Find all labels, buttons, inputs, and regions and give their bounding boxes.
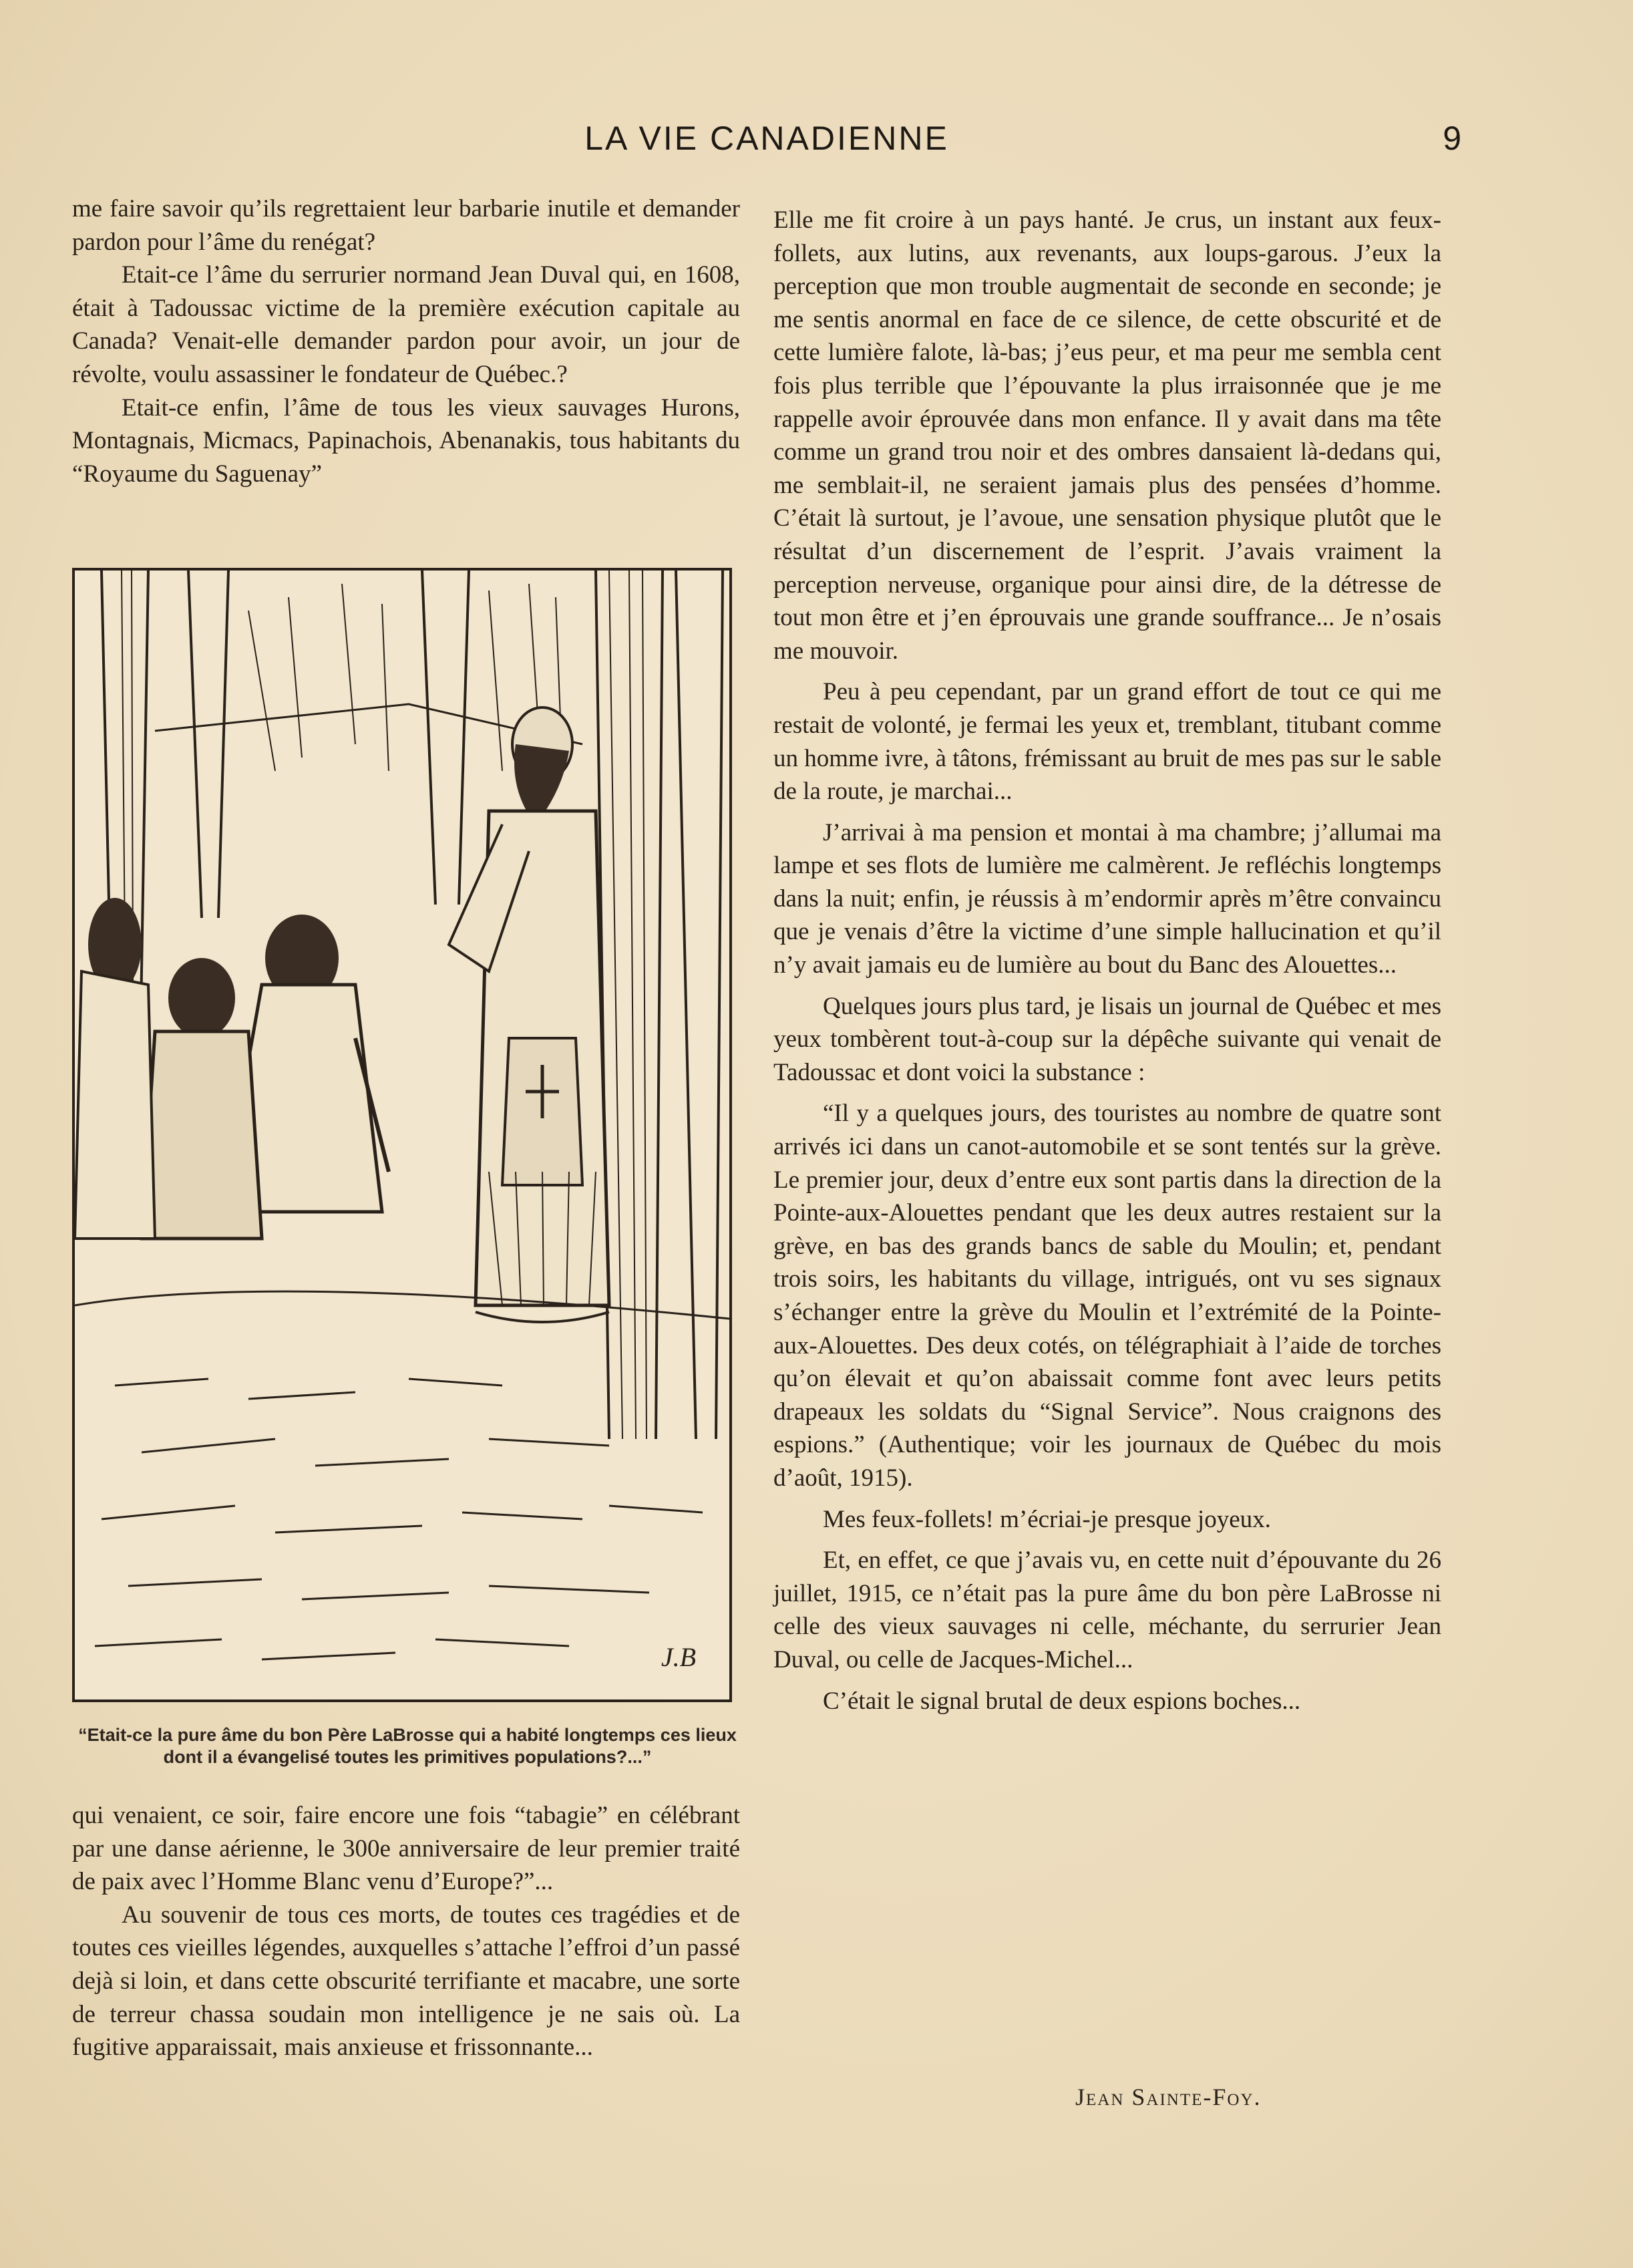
paragraph: J’arrivai à ma pension et montai à ma chambre; j’allumai ma lampe et ses flots de lumière me calmèrent. Je refléchis longtemps dans la nuit; enfin, je réussis à m’endormir après m’être convaincu que je venais d’être la victime d’une simple hallucination et qu’il n’y avait jamais eu de lumière au bout du Banc des Alouettes...	[773, 818, 1441, 979]
left-column-top	[72, 192, 740, 490]
paragraph: C’était le signal brutal de deux espions boches...	[823, 1687, 1301, 1715]
kneeling-figures	[75, 898, 389, 1239]
paragraph: Et, en effet, ce que j’avais vu, en cette nuit d’épouvante du 26 juillet, 1915, ce n’était pas la pure âme du bon père LaBrosse ni celle des vieux sauvages ni celle, méchante, du serrurier Jean Duval, ou celle de Jacques-Michel...	[773, 1547, 1441, 1673]
paragraph: Au souvenir de tous ces morts, de toutes ces tragédies et de toutes ces vieilles légendes, auxquelles s’attache l’effroi d’un passé dejà si loin, et dans cette obscurité terrifiante et macabre, une sorte de terreur chassa soudain mon intelligence je ne sais où. La fugitive apparaissait, mais anxieuse et frissonnante...	[72, 1901, 740, 2062]
paragraph: me faire savoir qu’ils regrettaient leur barbarie inutile et demander pardon pour l’âme du renégat?	[72, 195, 740, 256]
page-header	[72, 119, 1461, 166]
priest-forest-illustration	[75, 571, 729, 1699]
paragraph: Etait-ce enfin, l’âme de tous les vieux sauvages Hurons, Montagnais, Micmacs, Papinachois, Abenanakis, tous habitants du “Royaume du Saguenay”	[72, 393, 740, 488]
priest-figure	[449, 707, 609, 1322]
illustration	[72, 568, 732, 1702]
paragraph: Peu à peu cependant, par un grand effort de tout ce qui me restait de volonté, je fermai les yeux et, tremblant, titubant comme un homme ivre, à tâtons, frémissant au bruit de mes pas sur le sable de la route, je marchai...	[773, 678, 1441, 806]
paragraph: qui venaient, ce soir, faire encore une fois “tabagie” en célébrant par une danse aérienne, le 300e anniversaire de leur premier traité de paix avec l’Homme Blanc venu d’Europe?”...	[72, 1802, 740, 1896]
paragraph: Quelques jours plus tard, je lisais un journal de Québec et mes yeux tombèrent tout-à-coup sur la dépêche suivante qui venait de Tadoussac et dont voici la substance :	[773, 992, 1441, 1086]
paragraph: Etait-ce l’âme du serrurier normand Jean Duval qui, en 1608, était à Tadoussac victime de la première exécution capitale au Canada? Venait-elle demander pardon pour avoir, un jour de révolte, voulu assassiner le fondateur de Québec.?	[72, 261, 740, 388]
paragraph: Mes feux-follets! m’écriai-je presque joyeux.	[823, 1505, 1271, 1533]
left-column-bottom	[72, 1799, 740, 2064]
publication-title: LA VIE CANADIENNE	[584, 120, 949, 157]
page-number: 9	[1443, 120, 1461, 157]
right-column	[773, 204, 1441, 1718]
quoted-dispatch: “Il y a quelques jours, des touristes au nombre de quatre sont arrivés ici dans un canot-automobile et se sont tentés sur la grève. Le premier jour, deux d’entre eux sont partis dans la direction de la Pointe-aux-Alouettes pendant que les deux autres restaient sur la grève, en bas des grands bancs de sable du Moulin; et, pendant trois soirs, les habitants du village, intrigués, ont vu ses signaux s’échanger entre la grève du Moulin et l’extrémité de la Pointe-aux-Alouettes. Des deux cotés, on télégraphiait à l’aide de torches qu’on élevait et qu’on abaissait comme font avec leurs petits drapeaux les soldats du “Signal Service”. Nous craignons des espions.” (Authentique; voir les journaux de Québec du mois d’août, 1915).	[773, 1100, 1441, 1492]
artist-monogram: J.B	[661, 1642, 696, 1672]
illustration-caption: “Etait-ce la pure âme du bon Père LaBrosse qui a habité longtemps ces lieux dont il a évangelisé toutes les primitives populations?...”	[78, 1725, 737, 1767]
paragraph: Elle me fit croire à un pays hanté. Je crus, un instant aux feux-follets, aux lutins, aux revenants, aux loups-garous. J’eux la perception que mon trouble augmentait de seconde en seconde; je me sentis anormal en face de ce silence, de cette obscurité et de cette lumière falote, là-bas; j’eus peur, et ma peur me sembla cent fois plus terrible que l’épouvante la plus irraisonnée que je me rappelle avoir éprouvée dans mon enfance. Il y avait dans ma tête comme un grand trou noir et des ombres dansaient là-dedans qui, me semblait-il, ne seraient jamais plus des pensées d’homme. C’était là surtout, je l’avoue, une sensation physique plutôt que le résultat d’un discernement de l’esprit. J’avais vraiment la perception nerveuse, organique pour ainsi dire, de la détresse de tout mon être et j’en éprouvais une grande souffrance... Je n’osais me mouvoir.	[773, 206, 1441, 665]
author-signature: Jean Sainte-Foy.	[1075, 2084, 1262, 2110]
